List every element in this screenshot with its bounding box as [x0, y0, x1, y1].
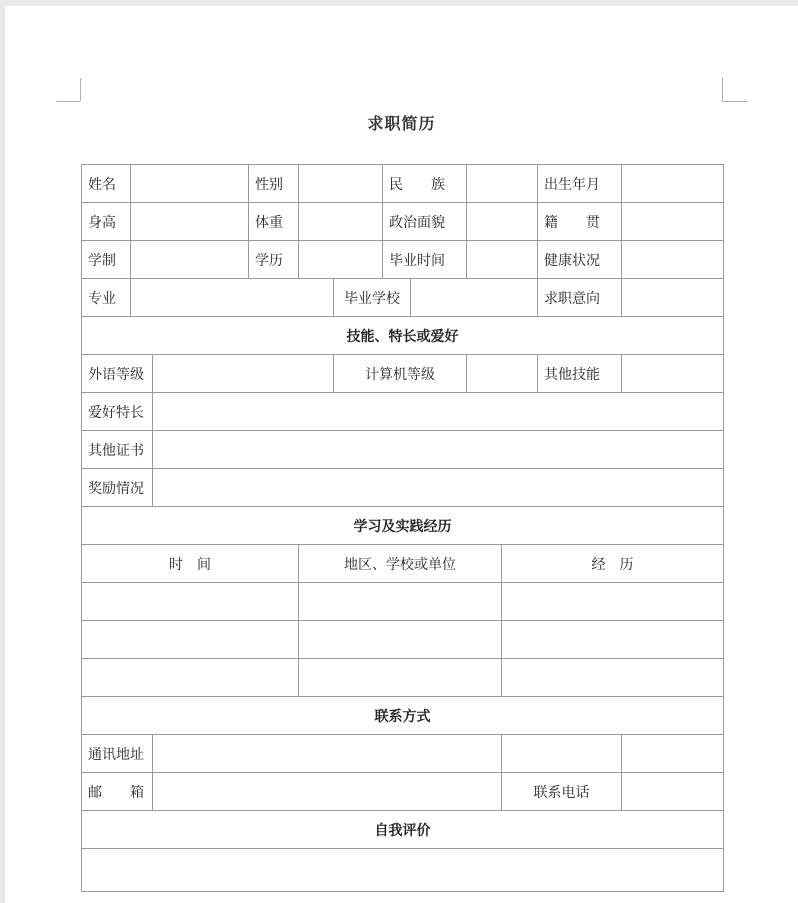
language-label: 外语等级 — [82, 355, 153, 393]
phone-label: 联系电话 — [502, 773, 622, 811]
crop-mark-top-left — [57, 101, 80, 102]
education-label: 学历 — [249, 241, 299, 279]
major-label: 专业 — [82, 279, 131, 317]
name-field[interactable] — [131, 165, 249, 203]
skills-heading: 技能、特长或爱好 — [82, 317, 724, 355]
experience-cell[interactable] — [299, 583, 502, 621]
document-title: 求职简历 — [367, 114, 436, 133]
hobbies-field[interactable] — [153, 393, 724, 431]
experience-cell[interactable] — [82, 659, 299, 697]
schooling-label: 学制 — [82, 241, 131, 279]
document-page — [5, 6, 798, 903]
experience-cell[interactable] — [502, 583, 724, 621]
resume-table — [81, 164, 724, 892]
gender-field[interactable] — [299, 165, 383, 203]
contact-heading: 联系方式 — [82, 697, 724, 735]
crop-mark-top-right — [722, 101, 747, 102]
experience-cell[interactable] — [299, 659, 502, 697]
experience-heading: 学习及实践经历 — [82, 507, 724, 545]
experience-cell[interactable] — [502, 621, 724, 659]
schooling-field[interactable] — [131, 241, 249, 279]
experience-col-time: 时 间 — [82, 545, 299, 583]
political-label: 政治面貌 — [383, 203, 467, 241]
language-field[interactable] — [153, 355, 334, 393]
certificates-label: 其他证书 — [82, 431, 153, 469]
certificates-field[interactable] — [153, 431, 724, 469]
political-field[interactable] — [467, 203, 538, 241]
birth-field[interactable] — [622, 165, 724, 203]
experience-col-place: 地区、学校或单位 — [299, 545, 502, 583]
experience-col-detail: 经 历 — [502, 545, 724, 583]
health-field[interactable] — [622, 241, 724, 279]
school-label: 毕业学校 — [334, 279, 411, 317]
self-eval-field[interactable] — [82, 849, 724, 892]
school-field[interactable] — [411, 279, 538, 317]
birth-label: 出生年月 — [538, 165, 622, 203]
hobbies-label: 爱好特长 — [82, 393, 153, 431]
education-field[interactable] — [299, 241, 383, 279]
awards-field[interactable] — [153, 469, 724, 507]
graduation-label: 毕业时间 — [383, 241, 467, 279]
experience-cell[interactable] — [82, 583, 299, 621]
crop-mark-top-right — [722, 78, 723, 101]
weight-label: 体重 — [249, 203, 299, 241]
health-label: 健康状况 — [538, 241, 622, 279]
ethnicity-field[interactable] — [467, 165, 538, 203]
computer-field[interactable] — [467, 355, 538, 393]
name-label: 姓名 — [82, 165, 131, 203]
height-field[interactable] — [131, 203, 249, 241]
ethnicity-label: 民 族 — [383, 165, 467, 203]
origin-label: 籍 贯 — [538, 203, 622, 241]
experience-cell[interactable] — [82, 621, 299, 659]
experience-cell[interactable] — [299, 621, 502, 659]
gender-label: 性别 — [249, 165, 299, 203]
email-label: 邮 箱 — [82, 773, 153, 811]
address-field[interactable] — [153, 735, 502, 773]
crop-mark-top-left — [80, 78, 81, 101]
other-skills-field[interactable] — [622, 355, 724, 393]
graduation-field[interactable] — [467, 241, 538, 279]
self-eval-heading: 自我评价 — [82, 811, 724, 849]
weight-field[interactable] — [299, 203, 383, 241]
awards-label: 奖励情况 — [82, 469, 153, 507]
experience-cell[interactable] — [502, 659, 724, 697]
major-field[interactable] — [131, 279, 334, 317]
other-skills-label: 其他技能 — [538, 355, 622, 393]
computer-label: 计算机等级 — [334, 355, 467, 393]
email-field[interactable] — [153, 773, 502, 811]
address-extra-field[interactable] — [502, 735, 622, 773]
intention-field[interactable] — [622, 279, 724, 317]
intention-label: 求职意向 — [538, 279, 622, 317]
phone-field[interactable] — [622, 773, 724, 811]
height-label: 身高 — [82, 203, 131, 241]
address-label: 通讯地址 — [82, 735, 153, 773]
address-extra-value[interactable] — [622, 735, 724, 773]
origin-field[interactable] — [622, 203, 724, 241]
